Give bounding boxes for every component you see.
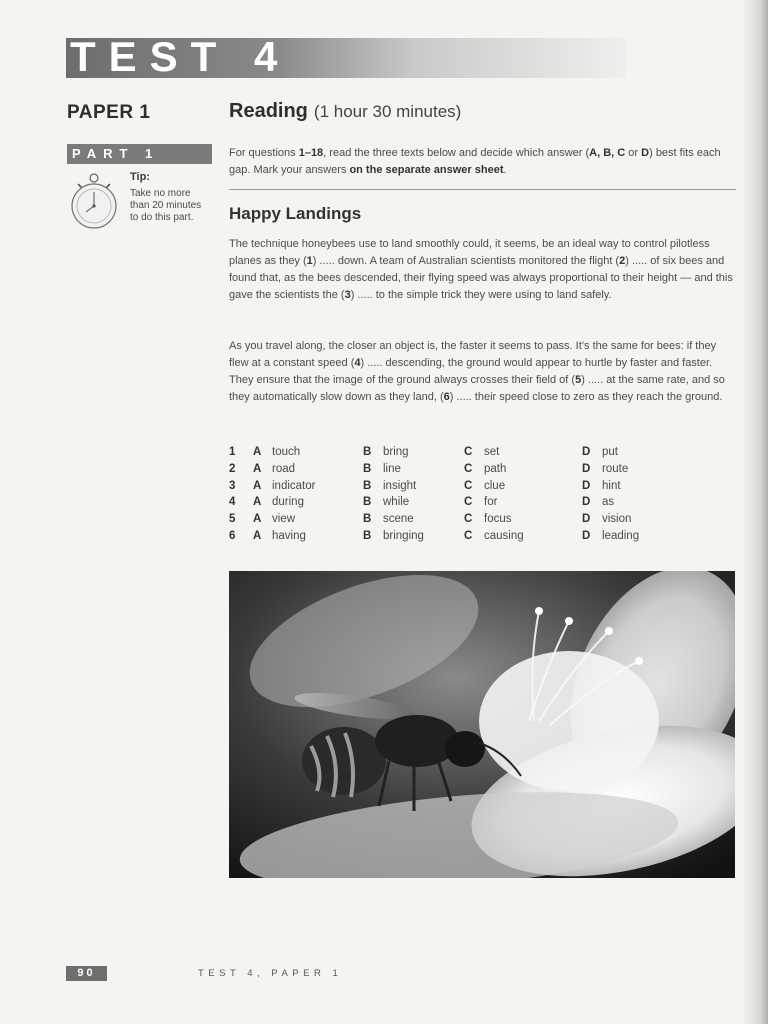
tip-heading: Tip:	[130, 171, 150, 183]
stopwatch-icon	[66, 168, 128, 236]
paper-label: PAPER 1	[67, 102, 151, 123]
section-title	[229, 100, 461, 123]
instructions-text: For questions	[229, 147, 299, 159]
gap-number: 5	[575, 373, 582, 386]
gap-number: 3	[344, 288, 351, 301]
divider	[229, 189, 736, 190]
page-edge-shadow	[742, 0, 768, 1024]
gap-number: 6	[443, 390, 450, 403]
passage-paragraph-2: As you travel along, the closer an object is, the faster it seems to pass. It’s the same for bees: if they flew at a constant speed (4) ..... descending, the ground would appear to hurtle by faster and faster. They ensure that the image of the ground always crosses their field of (5) ..... at the same rate, and so they automatically slow down as they land, (6) ..... their speed close to zero as they reach the ground.	[229, 340, 725, 403]
instructions-text: , read the three texts below and decide which answer (	[323, 147, 590, 159]
instructions-answer-letters: A, B, C	[589, 147, 626, 159]
page-number: 90	[77, 967, 96, 979]
part-label: PART 1	[72, 146, 160, 161]
instructions-text: .	[503, 163, 507, 176]
instructions-answer-sheet: on the separate answer sheet	[349, 163, 504, 176]
section-duration: (1 hour 30 minutes)	[313, 102, 462, 121]
section-name: Reading	[229, 100, 308, 122]
footer-label: TEST 4, PAPER 1	[198, 968, 343, 979]
test-title: TEST 4	[70, 33, 291, 80]
instructions-answer-letter-d: D	[641, 147, 650, 159]
instructions-question-range: 1–18	[298, 147, 324, 159]
instructions-text: or	[625, 147, 642, 159]
instructions-text: ) best fits each gap. Mark your answers	[229, 147, 721, 176]
gap-number: 2	[619, 254, 626, 267]
gap-number: 4	[354, 356, 361, 369]
passage-title: Happy Landings	[229, 204, 362, 223]
tip-text: Take no more than 20 minutes to do this part.	[130, 188, 202, 223]
instructions	[229, 145, 737, 178]
passage-paragraph-1: The technique honeybees use to land smoothly could, it seems, be an ideal way to control pilotless planes as they (1) ..... down. A team of Australian scientists monitored the flight (2) ..... of six bees and found that, as the bees descended, their flying speed was always proportional to their height — and this gave the scientists the (3) ..... to the simple trick they were using to land safely.	[229, 238, 733, 301]
gap-number: 1	[306, 254, 313, 267]
bee-on-flower-photo	[229, 571, 735, 878]
